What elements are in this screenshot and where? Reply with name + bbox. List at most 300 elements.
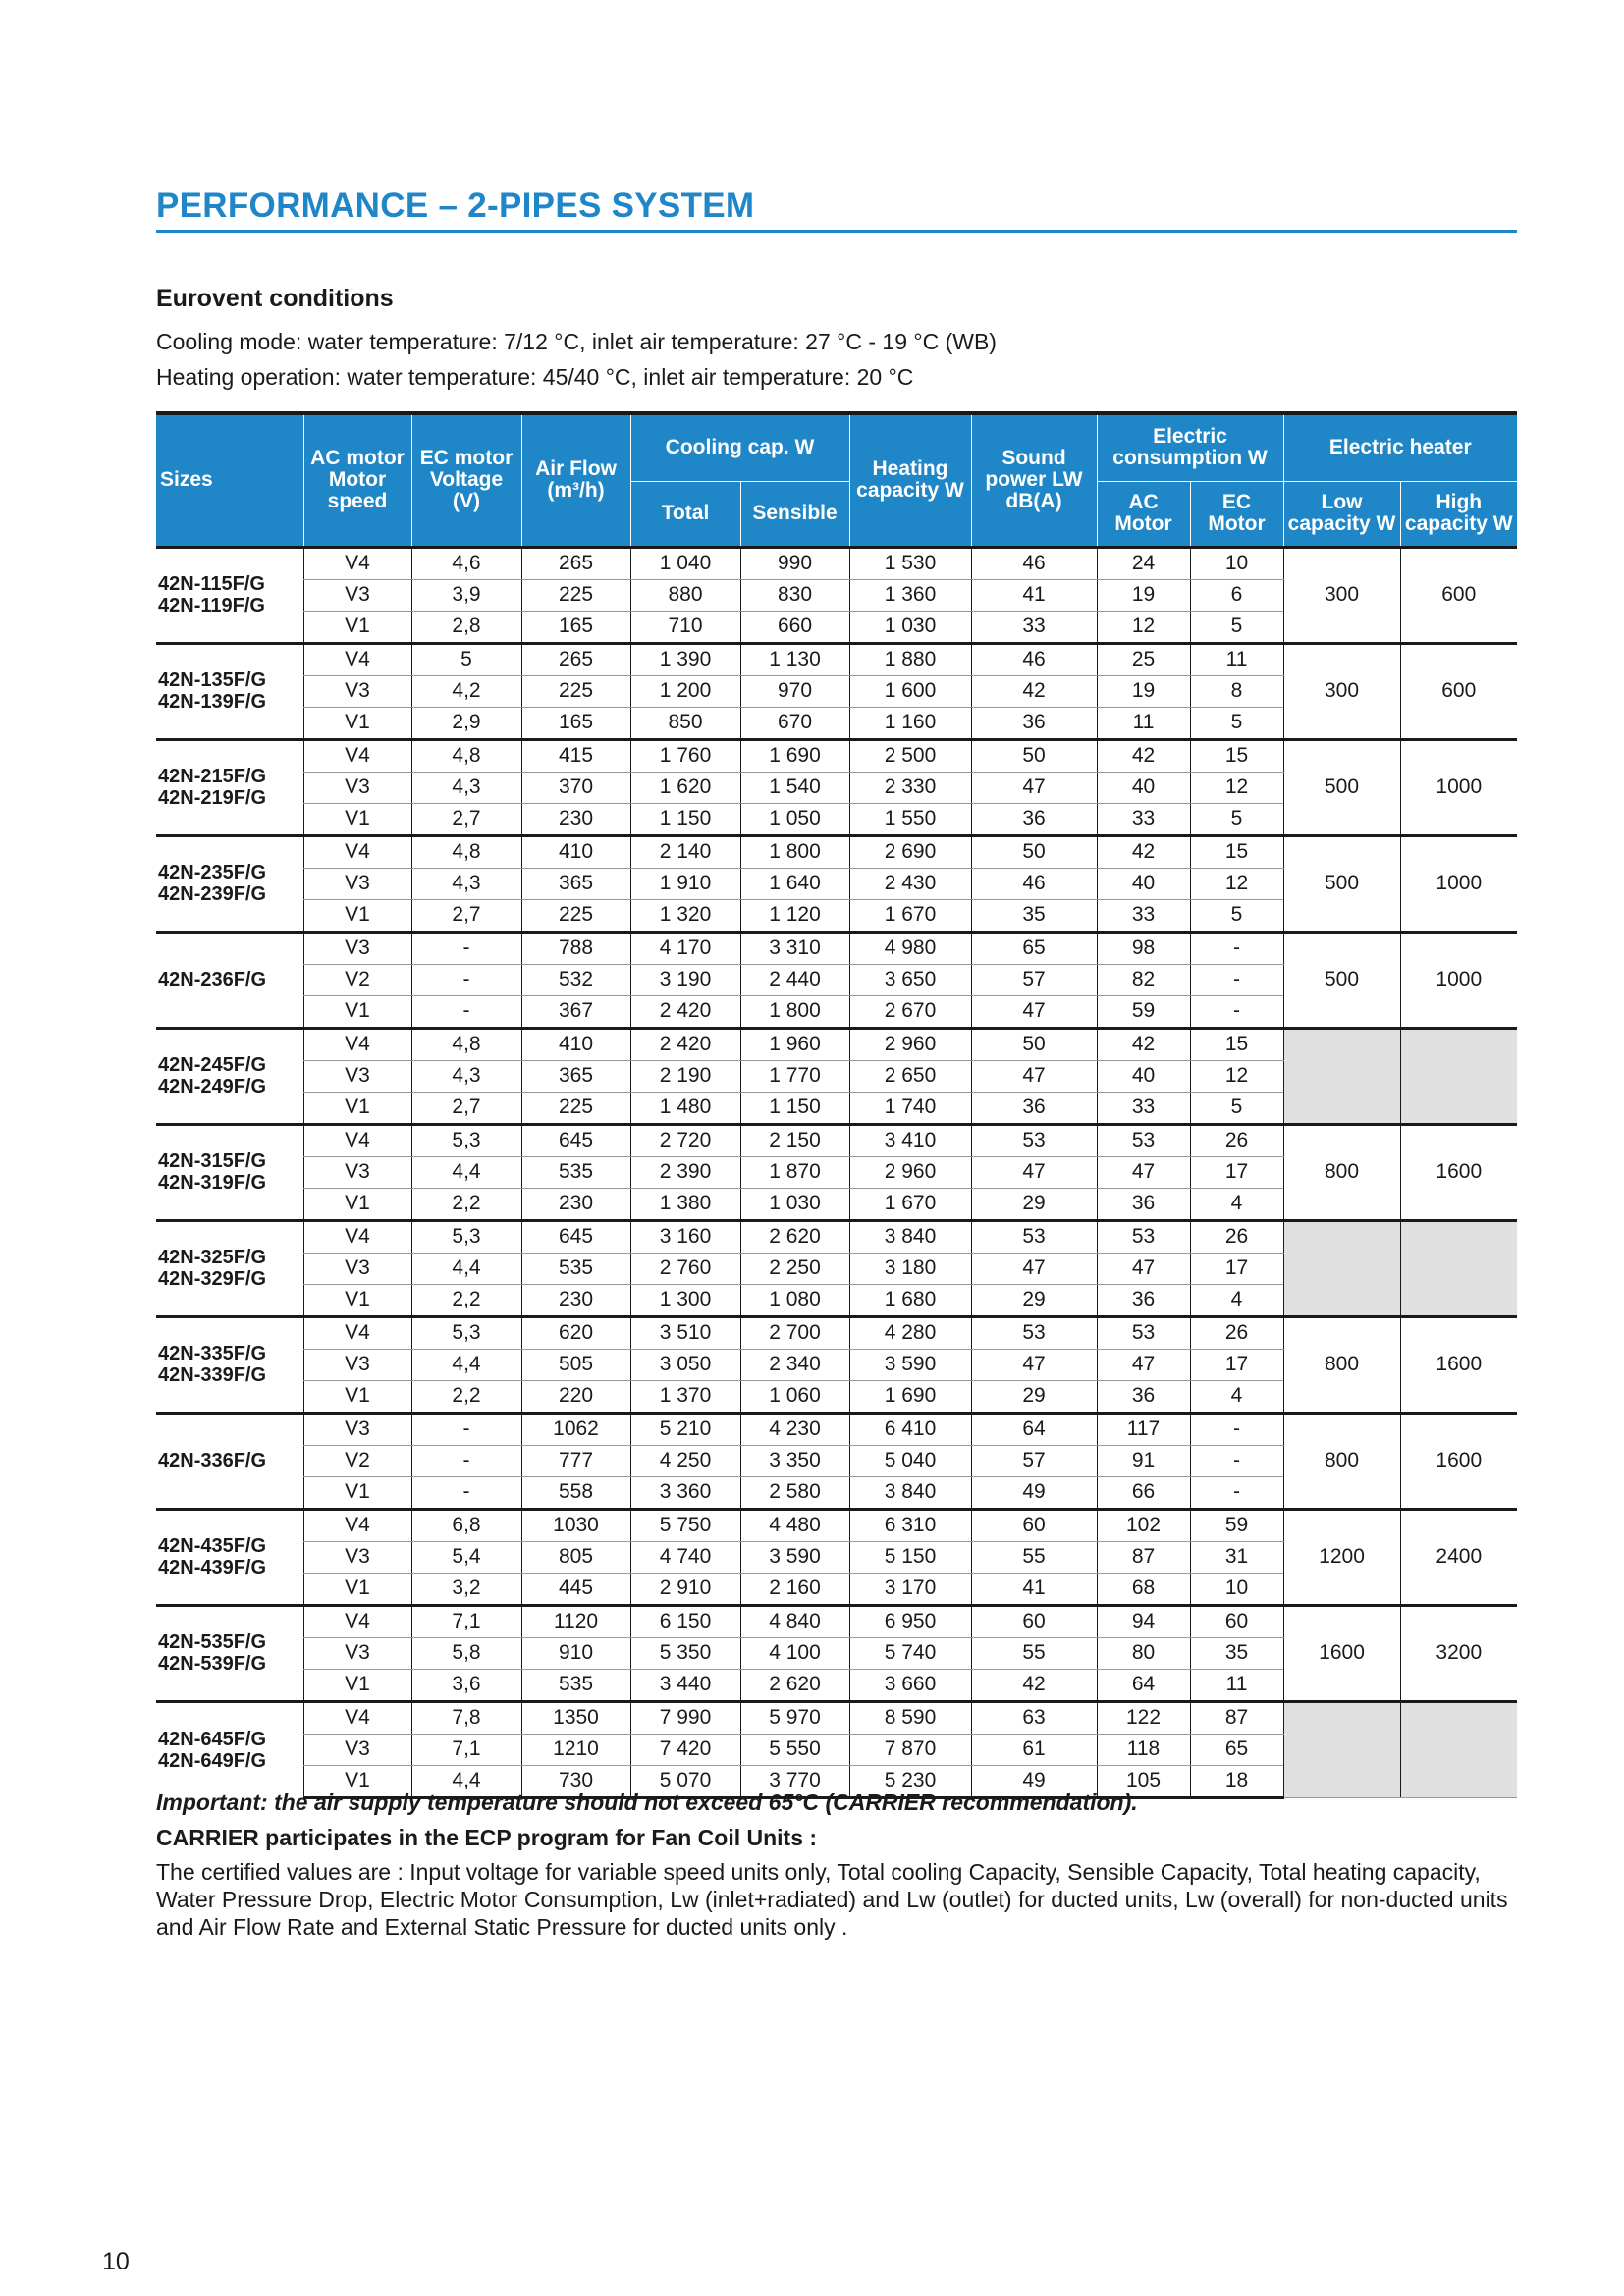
header-high-capacity: High capacity W: [1400, 481, 1517, 547]
size-label: 42N-235F/G: [158, 862, 267, 883]
table-cell: 2 150: [740, 1124, 849, 1156]
table-cell: 7 870: [849, 1734, 971, 1765]
table-cell: 33: [1097, 899, 1190, 932]
table-cell: 57: [971, 964, 1097, 995]
table-cell: 535: [521, 1253, 630, 1284]
table-cell: 230: [521, 803, 630, 835]
table-cell: 47: [1097, 1349, 1190, 1380]
table-cell: 7,1: [411, 1605, 521, 1637]
heater-high-cell: 1600: [1400, 1413, 1517, 1509]
table-cell: 55: [971, 1637, 1097, 1669]
table-cell: 17: [1190, 1349, 1283, 1380]
table-cell: -: [1190, 995, 1283, 1028]
table-cell: 4,3: [411, 1060, 521, 1092]
table-cell: V1: [303, 1188, 411, 1220]
table-cell: 1 040: [630, 547, 740, 579]
table-cell: 2 620: [740, 1220, 849, 1253]
table-cell: 50: [971, 835, 1097, 868]
table-cell: 1030: [521, 1509, 630, 1541]
table-cell: 49: [971, 1476, 1097, 1509]
table-cell: 46: [971, 643, 1097, 675]
table-cell: 12: [1190, 772, 1283, 803]
table-cell: 645: [521, 1220, 630, 1253]
table-row: [156, 643, 1517, 675]
table-cell: 2 500: [849, 739, 971, 772]
size-cell: [156, 643, 303, 739]
table-cell: 3 840: [849, 1476, 971, 1509]
table-cell: 5: [1190, 707, 1283, 739]
size-label: 42N-439F/G: [158, 1557, 267, 1578]
table-cell: 80: [1097, 1637, 1190, 1669]
table-cell: 3 510: [630, 1316, 740, 1349]
table-cell: 36: [1097, 1284, 1190, 1316]
table-cell: 5: [1190, 1092, 1283, 1124]
table-cell: 8: [1190, 675, 1283, 707]
table-cell: V3: [303, 868, 411, 899]
table-cell: 47: [971, 772, 1097, 803]
table-cell: 91: [1097, 1445, 1190, 1476]
size-label: 42N-329F/G: [158, 1268, 267, 1290]
table-cell: 505: [521, 1349, 630, 1380]
table-cell: V3: [303, 932, 411, 964]
table-cell: 2,7: [411, 1092, 521, 1124]
table-cell: 2 580: [740, 1476, 849, 1509]
table-cell: 5: [1190, 899, 1283, 932]
table-cell: V3: [303, 1060, 411, 1092]
table-row: [156, 1028, 1517, 1060]
table-cell: V1: [303, 899, 411, 932]
table-cell: 4,4: [411, 1765, 521, 1797]
table-cell: 3,9: [411, 579, 521, 611]
header-sensible: Sensible: [740, 481, 849, 547]
table-cell: 1 770: [740, 1060, 849, 1092]
table-cell: V4: [303, 1509, 411, 1541]
table-row: [156, 547, 1517, 579]
table-cell: 1 870: [740, 1156, 849, 1188]
heater-low-cell: 300: [1283, 643, 1400, 739]
table-cell: 410: [521, 1028, 630, 1060]
table-cell: 1 380: [630, 1188, 740, 1220]
table-cell: 53: [1097, 1316, 1190, 1349]
table-cell: -: [1190, 932, 1283, 964]
table-cell: -: [411, 1413, 521, 1445]
table-cell: 64: [1097, 1669, 1190, 1701]
table-cell: 15: [1190, 835, 1283, 868]
table-cell: 4: [1190, 1284, 1283, 1316]
size-label: 42N-325F/G: [158, 1247, 267, 1268]
table-cell: 3 170: [849, 1573, 971, 1605]
table-cell: 2 430: [849, 868, 971, 899]
heater-high-cell: [1400, 1701, 1517, 1797]
table-cell: 11: [1190, 643, 1283, 675]
table-cell: -: [1190, 1445, 1283, 1476]
table-cell: 12: [1097, 611, 1190, 643]
header-sound-power: Sound power LW dB(A): [971, 413, 1097, 547]
table-cell: 61: [971, 1734, 1097, 1765]
table-cell: 15: [1190, 739, 1283, 772]
table-cell: 1 740: [849, 1092, 971, 1124]
heater-high-cell: 1000: [1400, 835, 1517, 932]
table-cell: 2 620: [740, 1669, 849, 1701]
table-cell: 117: [1097, 1413, 1190, 1445]
table-cell: 19: [1097, 675, 1190, 707]
table-cell: 3 310: [740, 932, 849, 964]
table-cell: -: [411, 1445, 521, 1476]
table-cell: 41: [971, 579, 1097, 611]
table-cell: 1 670: [849, 1188, 971, 1220]
table-cell: 165: [521, 611, 630, 643]
header-ec-motor: EC Motor: [1190, 481, 1283, 547]
table-cell: 47: [971, 1349, 1097, 1380]
table-cell: 365: [521, 868, 630, 899]
size-label: 42N-336F/G: [158, 1450, 267, 1471]
table-cell: 2 330: [849, 772, 971, 803]
table-cell: 60: [1190, 1605, 1283, 1637]
table-cell: -: [1190, 1476, 1283, 1509]
heater-low-cell: 1200: [1283, 1509, 1400, 1605]
table-row: [156, 1509, 1517, 1541]
table-cell: 53: [971, 1124, 1097, 1156]
table-cell: 1 960: [740, 1028, 849, 1060]
table-row: [156, 1701, 1517, 1734]
ecp-note: CARRIER participates in the ECP program for Fan Coil Units :: [156, 1825, 818, 1850]
table-cell: 47: [1097, 1253, 1190, 1284]
table-cell: 5 210: [630, 1413, 740, 1445]
table-cell: 2 670: [849, 995, 971, 1028]
table-cell: 1 300: [630, 1284, 740, 1316]
size-label: 42N-219F/G: [158, 787, 267, 809]
table-cell: 1 370: [630, 1380, 740, 1413]
table-cell: -: [411, 964, 521, 995]
table-cell: 367: [521, 995, 630, 1028]
table-cell: 830: [740, 579, 849, 611]
table-cell: 42: [971, 1669, 1097, 1701]
heater-low-cell: [1283, 1220, 1400, 1316]
header-electric-consumption: Electric consumption W: [1097, 413, 1283, 481]
table-row: [156, 739, 1517, 772]
size-cell: [156, 1413, 303, 1509]
heater-low-cell: 800: [1283, 1316, 1400, 1413]
table-cell: V3: [303, 1541, 411, 1573]
size-label: 42N-245F/G: [158, 1054, 267, 1076]
size-cell: [156, 739, 303, 835]
table-cell: 11: [1097, 707, 1190, 739]
size-label: 42N-319F/G: [158, 1172, 267, 1194]
table-cell: 5,3: [411, 1220, 521, 1253]
table-cell: 225: [521, 1092, 630, 1124]
table-cell: 57: [971, 1445, 1097, 1476]
table-cell: 1 150: [630, 803, 740, 835]
table-cell: V1: [303, 1669, 411, 1701]
table-cell: 3 160: [630, 1220, 740, 1253]
table-cell: 5: [411, 643, 521, 675]
certified-values-note: The certified values are : Input voltage for variable speed units only, Total cooling Capacity, Sensible Capacity, Total heating capacity, Water Pressure Drop, Electric Motor Consumption, Lw (inlet+radiated) and Lw (outlet) for ducted units, Lw (overall) for non-ducted units and Air Flow Rate and External Static Pressure for ducted units only .: [156, 1859, 1508, 1940]
table-cell: 620: [521, 1316, 630, 1349]
table-cell: 40: [1097, 868, 1190, 899]
table-cell: 165: [521, 707, 630, 739]
table-cell: 4 280: [849, 1316, 971, 1349]
table-cell: 2 140: [630, 835, 740, 868]
table-cell: 1 540: [740, 772, 849, 803]
table-cell: 1 060: [740, 1380, 849, 1413]
table-cell: 1210: [521, 1734, 630, 1765]
table-cell: 64: [971, 1413, 1097, 1445]
table-cell: 1 030: [740, 1188, 849, 1220]
size-cell: [156, 1220, 303, 1316]
table-cell: V1: [303, 1573, 411, 1605]
page-title: PERFORMANCE – 2-PIPES SYSTEM: [156, 187, 755, 225]
size-label: 42N-135F/G: [158, 669, 267, 691]
heater-high-cell: 1000: [1400, 739, 1517, 835]
table-cell: 50: [971, 1028, 1097, 1060]
table-cell: 1 680: [849, 1284, 971, 1316]
table-row: [156, 1413, 1517, 1445]
table-cell: 1 150: [740, 1092, 849, 1124]
table-cell: 7,8: [411, 1701, 521, 1734]
table-cell: 42: [1097, 835, 1190, 868]
table-cell: 12: [1190, 868, 1283, 899]
table-cell: 2 420: [630, 1028, 740, 1060]
heating-conditions: Heating operation: water temperature: 45/40 °C, inlet air temperature: 20 °C: [156, 364, 914, 390]
table-cell: 94: [1097, 1605, 1190, 1637]
table-cell: 65: [1190, 1734, 1283, 1765]
table-cell: 660: [740, 611, 849, 643]
table-cell: 3 770: [740, 1765, 849, 1797]
table-cell: 5,3: [411, 1316, 521, 1349]
table-cell: 990: [740, 547, 849, 579]
heater-high-cell: 1600: [1400, 1316, 1517, 1413]
table-cell: 805: [521, 1541, 630, 1573]
heater-low-cell: 1600: [1283, 1605, 1400, 1701]
table-cell: 535: [521, 1156, 630, 1188]
table-cell: 33: [1097, 803, 1190, 835]
table-cell: 6 410: [849, 1413, 971, 1445]
table-cell: 730: [521, 1765, 630, 1797]
table-cell: 65: [971, 932, 1097, 964]
table-cell: 122: [1097, 1701, 1190, 1734]
table-cell: 1 030: [849, 611, 971, 643]
table-cell: 4: [1190, 1188, 1283, 1220]
table-cell: 1 120: [740, 899, 849, 932]
table-cell: 41: [971, 1573, 1097, 1605]
heater-low-cell: 500: [1283, 739, 1400, 835]
table-cell: 2 700: [740, 1316, 849, 1349]
table-cell: 1 130: [740, 643, 849, 675]
table-cell: 2,7: [411, 803, 521, 835]
table-cell: 1120: [521, 1605, 630, 1637]
table-cell: 4,8: [411, 1028, 521, 1060]
size-cell: [156, 1028, 303, 1124]
table-row: [156, 1605, 1517, 1637]
table-cell: V1: [303, 1476, 411, 1509]
table-cell: 265: [521, 547, 630, 579]
table-cell: 6 950: [849, 1605, 971, 1637]
heater-low-cell: 300: [1283, 547, 1400, 643]
table-cell: -: [411, 1476, 521, 1509]
table-cell: -: [411, 995, 521, 1028]
table-cell: 87: [1097, 1541, 1190, 1573]
table-cell: 365: [521, 1060, 630, 1092]
table-cell: -: [1190, 1413, 1283, 1445]
table-cell: 36: [971, 1092, 1097, 1124]
table-cell: 3 590: [740, 1541, 849, 1573]
table-cell: 4 740: [630, 1541, 740, 1573]
table-cell: 29: [971, 1284, 1097, 1316]
section-subtitle: Eurovent conditions: [156, 285, 394, 312]
table-cell: 36: [1097, 1380, 1190, 1413]
table-cell: 5,8: [411, 1637, 521, 1669]
table-cell: 4,4: [411, 1253, 521, 1284]
table-cell: 2 340: [740, 1349, 849, 1380]
table-cell: 225: [521, 675, 630, 707]
table-cell: 670: [740, 707, 849, 739]
table-cell: 3,6: [411, 1669, 521, 1701]
size-cell: [156, 1124, 303, 1220]
table-row: [156, 1220, 1517, 1253]
size-label: 42N-249F/G: [158, 1076, 267, 1097]
table-cell: 1 690: [740, 739, 849, 772]
table-cell: V4: [303, 1220, 411, 1253]
table-cell: 2 960: [849, 1156, 971, 1188]
table-cell: V4: [303, 1028, 411, 1060]
table-cell: 5,4: [411, 1541, 521, 1573]
table-cell: 1 360: [849, 579, 971, 611]
size-label: 42N-115F/G: [158, 573, 265, 595]
table-row: [156, 1316, 1517, 1349]
table-cell: 46: [971, 868, 1097, 899]
table-cell: 3 440: [630, 1669, 740, 1701]
table-cell: V1: [303, 995, 411, 1028]
table-cell: 4,8: [411, 739, 521, 772]
heater-high-cell: [1400, 1028, 1517, 1124]
table-cell: V4: [303, 643, 411, 675]
table-cell: 1 640: [740, 868, 849, 899]
heater-high-cell: 1600: [1400, 1124, 1517, 1220]
table-cell: V1: [303, 1765, 411, 1797]
table-cell: 2 720: [630, 1124, 740, 1156]
table-cell: 2,2: [411, 1284, 521, 1316]
table-cell: 4 480: [740, 1509, 849, 1541]
table-cell: -: [411, 932, 521, 964]
table-cell: 63: [971, 1701, 1097, 1734]
heater-low-cell: [1283, 1028, 1400, 1124]
table-cell: 4 980: [849, 932, 971, 964]
table-cell: 5 750: [630, 1509, 740, 1541]
table-cell: 53: [1097, 1220, 1190, 1253]
performance-table-body: [156, 547, 1517, 1797]
table-cell: 118: [1097, 1734, 1190, 1765]
table-cell: V4: [303, 1316, 411, 1349]
table-cell: 7 420: [630, 1734, 740, 1765]
table-cell: 17: [1190, 1156, 1283, 1188]
table-cell: 3 360: [630, 1476, 740, 1509]
table-cell: 98: [1097, 932, 1190, 964]
size-label: 42N-236F/G: [158, 969, 267, 990]
table-cell: 2 190: [630, 1060, 740, 1092]
table-cell: 1350: [521, 1701, 630, 1734]
table-cell: 4,4: [411, 1156, 521, 1188]
table-cell: 225: [521, 579, 630, 611]
table-cell: 47: [971, 1253, 1097, 1284]
table-cell: 35: [971, 899, 1097, 932]
size-label: 42N-535F/G: [158, 1631, 267, 1653]
table-cell: 7,1: [411, 1734, 521, 1765]
table-cell: 4: [1190, 1380, 1283, 1413]
table-cell: 53: [971, 1220, 1097, 1253]
header-ec-voltage: EC motor Voltage (V): [411, 413, 521, 547]
table-cell: 970: [740, 675, 849, 707]
size-label: 42N-339F/G: [158, 1364, 267, 1386]
table-cell: 3 050: [630, 1349, 740, 1380]
table-cell: 2 420: [630, 995, 740, 1028]
size-label: 42N-645F/G: [158, 1728, 267, 1750]
table-cell: 5 550: [740, 1734, 849, 1765]
table-cell: 26: [1190, 1220, 1283, 1253]
table-cell: 558: [521, 1476, 630, 1509]
table-cell: 5 150: [849, 1541, 971, 1573]
table-cell: 3,2: [411, 1573, 521, 1605]
table-cell: 1 530: [849, 547, 971, 579]
table-cell: V1: [303, 803, 411, 835]
table-cell: V3: [303, 675, 411, 707]
table-cell: 910: [521, 1637, 630, 1669]
table-cell: 60: [971, 1605, 1097, 1637]
table-cell: V1: [303, 1380, 411, 1413]
table-cell: 5,3: [411, 1124, 521, 1156]
header-total: Total: [630, 481, 740, 547]
table-cell: 33: [1097, 1092, 1190, 1124]
table-cell: 12: [1190, 1060, 1283, 1092]
heater-high-cell: 3200: [1400, 1605, 1517, 1701]
table-cell: 2 960: [849, 1028, 971, 1060]
table-cell: V1: [303, 1092, 411, 1124]
table-cell: 4 170: [630, 932, 740, 964]
table-cell: 47: [971, 1060, 1097, 1092]
size-cell: [156, 547, 303, 643]
performance-table: [156, 411, 1517, 1799]
table-cell: 1 670: [849, 899, 971, 932]
table-cell: V4: [303, 547, 411, 579]
table-cell: 3 840: [849, 1220, 971, 1253]
table-cell: 1 480: [630, 1092, 740, 1124]
table-cell: 36: [971, 707, 1097, 739]
table-cell: 1062: [521, 1413, 630, 1445]
table-cell: 2 760: [630, 1253, 740, 1284]
table-cell: 1 800: [740, 995, 849, 1028]
table-cell: 370: [521, 772, 630, 803]
table-cell: 36: [1097, 1188, 1190, 1220]
table-cell: 31: [1190, 1541, 1283, 1573]
table-cell: 3 410: [849, 1124, 971, 1156]
table-cell: 6 150: [630, 1605, 740, 1637]
table-cell: 1 200: [630, 675, 740, 707]
size-cell: [156, 1605, 303, 1701]
size-cell: [156, 1509, 303, 1605]
heater-high-cell: 600: [1400, 643, 1517, 739]
table-cell: 220: [521, 1380, 630, 1413]
table-cell: 4 100: [740, 1637, 849, 1669]
table-cell: 880: [630, 579, 740, 611]
table-cell: 87: [1190, 1701, 1283, 1734]
table-cell: 6,8: [411, 1509, 521, 1541]
table-cell: 68: [1097, 1573, 1190, 1605]
table-cell: 42: [1097, 739, 1190, 772]
table-cell: V4: [303, 739, 411, 772]
table-cell: 3 660: [849, 1669, 971, 1701]
header-air-flow: Air Flow (m³/h): [521, 413, 630, 547]
table-cell: 6: [1190, 579, 1283, 611]
table-cell: 8 590: [849, 1701, 971, 1734]
